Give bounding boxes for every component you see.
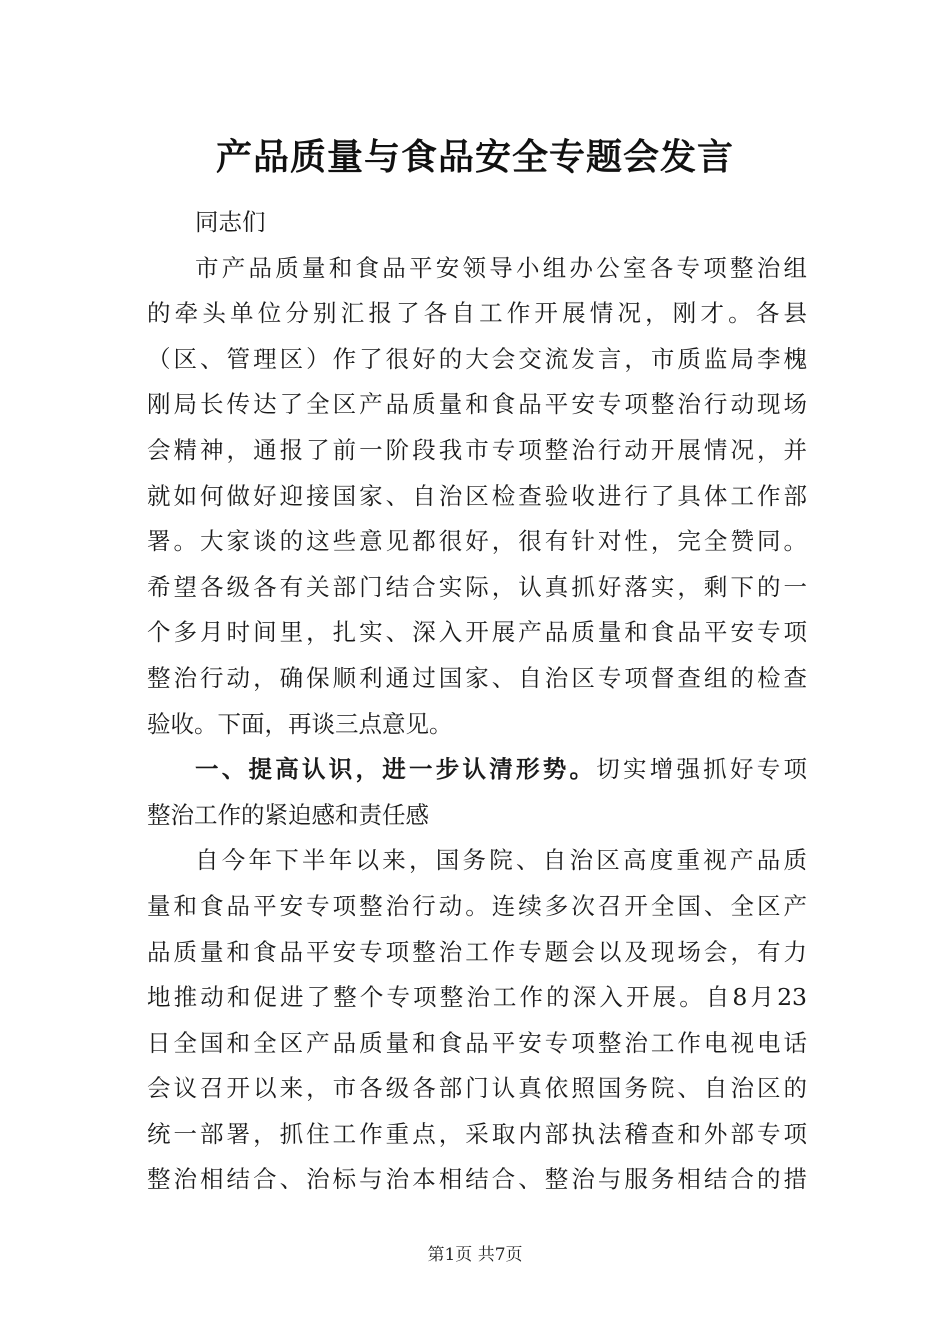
paragraph-line: 就如何做好迎接国家、自治区检查验收进行了具体工作部 bbox=[147, 481, 807, 510]
paragraph-line: 量和食品平安专项整治行动。连续多次召开全国、全区产 bbox=[147, 891, 807, 920]
paragraph-line: 个多月时间里，扎实、深入开展产品质量和食品平安专项 bbox=[147, 618, 807, 647]
paragraph-line: 希望各级各有关部门结合实际，认真抓好落实，剩下的一 bbox=[147, 572, 807, 601]
paragraph-line: 的牵头单位分别汇报了各自工作开展情况，刚才。各县 bbox=[147, 299, 807, 328]
paragraph-line: 统一部署，抓住工作重点，采取内部执法稽查和外部专项 bbox=[147, 1119, 807, 1148]
paragraph-line: 整治相结合、治标与治本相结合、整治与服务相结合的措 bbox=[147, 1165, 807, 1194]
paragraph-line: 地推动和促进了整个专项整治工作的深入开展。自8月23 bbox=[147, 983, 807, 1012]
paragraph-line: 自今年下半年以来，国务院、自治区高度重视产品质 bbox=[195, 846, 807, 875]
heading-rest-text: 切实增强抓好专项 bbox=[596, 755, 807, 784]
paragraph-line: 会精神，通报了前一阶段我市专项整治行动开展情况，并 bbox=[147, 435, 807, 464]
heading-bold-text: 一、提高认识，进一步认清形势。 bbox=[195, 755, 597, 784]
paragraph-line: 验收。下面，再谈三点意见。 bbox=[147, 709, 453, 738]
paragraph-2 bbox=[147, 838, 807, 1203]
paragraph-1 bbox=[147, 246, 807, 748]
section-heading-1 bbox=[147, 747, 807, 838]
paragraph-line: 市产品质量和食品平安领导小组办公室各专项整治组 bbox=[195, 253, 807, 282]
document-body bbox=[147, 200, 807, 1203]
paragraph-line: （区、管理区）作了很好的大会交流发言，市质监局李槐 bbox=[147, 344, 807, 373]
paragraph-line: 品质量和食品平安专项整治工作专题会以及现场会，有力 bbox=[147, 937, 807, 966]
heading-line: 整治工作的紧迫感和责任感 bbox=[147, 800, 429, 829]
paragraph-line: 会议召开以来，市各级各部门认真依照国务院、自治区的 bbox=[147, 1074, 807, 1103]
paragraph-line: 整治行动，确保顺利通过国家、自治区专项督查组的检查 bbox=[147, 663, 807, 692]
heading-line bbox=[147, 747, 807, 793]
salutation: 同志们 bbox=[195, 208, 266, 236]
paragraph-line: 署。大家谈的这些意见都很好，很有针对性，完全赞同。 bbox=[147, 527, 807, 556]
page-number-footer: 第1页 共7页 bbox=[427, 1245, 523, 1265]
document-title: 产品质量与食品安全专题会发言 bbox=[215, 136, 734, 178]
paragraph-line: 刚局长传达了全区产品质量和食品平安专项整治行动现场 bbox=[147, 390, 807, 419]
paragraph-line: 日全国和全区产品质量和食品平安专项整治工作电视电话 bbox=[147, 1028, 807, 1057]
